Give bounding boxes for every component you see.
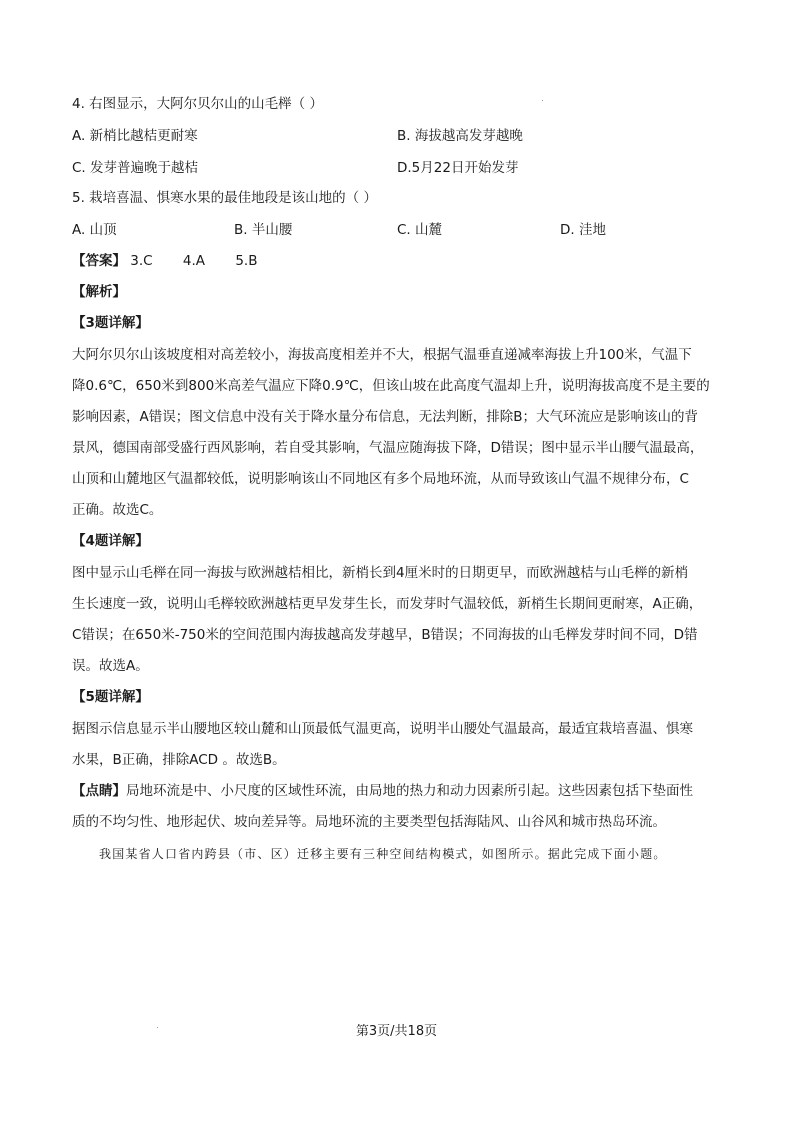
text-line: 正确。故选C。 [72, 502, 163, 518]
note-text [72, 776, 722, 838]
answer-row [72, 252, 257, 270]
analysis-label: 【解析】 [72, 284, 126, 300]
scan-speck [542, 100, 543, 101]
question-4-stem: 4. 右图显示，大阿尔贝尔山的山毛榉（ ） [72, 96, 323, 112]
text-line: 误。故选A。 [72, 658, 149, 674]
question-5-option-c: C. 山麓 [397, 222, 443, 238]
page-footer: 第3页/共18页 [355, 1024, 438, 1039]
answer-label: 【答案】 [72, 253, 126, 269]
text-line: 据图示信息显示半山腰地区较山麓和山顶最低气温更高，说明半山腰处气温最高，最适宜栽培喜温、惧寒 [72, 721, 693, 737]
question-4-option-b: B. 海拔越高发芽越晚 [397, 128, 523, 144]
text-line: 图中显示山毛榉在同一海拔与欧洲越桔相比，新梢长到4厘米时的日期更早，而欧洲越桔与山毛榉的新梢 [72, 565, 689, 581]
q4-detail-text [72, 558, 722, 682]
q5-detail-text [72, 714, 722, 776]
text-line: 生长速度一致，说明山毛榉较欧洲越桔更早发芽生长，而发芽时气温较低，新梢生长期间更耐寒，A正确， [72, 596, 703, 612]
text-line: C错误；在650米-750米的空间范围内海拔越高发芽越早，B错误；不同海拔的山毛榉发芽时间不同，D错 [72, 627, 698, 643]
answer-item: 3.C [130, 253, 153, 269]
text-line: 降0.6℃，650米到800米高差气温应下降0.9℃，但该山坡在此高度气温却上升，说明海拔高度不是主要的 [72, 378, 710, 394]
text-line: 质的不均匀性、地形起伏、坡向差异等。局地环流的主要类型包括海陆风、山谷风和城市热岛环流。 [72, 814, 666, 830]
question-5-stem: 5. 栽培喜温、惧寒水果的最佳地段是该山地的（ ） [72, 190, 377, 206]
scan-speck [157, 1027, 158, 1028]
text-line: 大阿尔贝尔山该坡度相对高差较小，海拔高度相差并不大，根据气温垂直递减率海拔上升100米，气温下 [72, 347, 692, 363]
text-line: 山顶和山麓地区气温都较低，说明影响该山不同地区有多个局地环流，从而导致该山气温不规律分布，C [72, 471, 689, 487]
q3-detail-label: 【3题详解】 [72, 315, 149, 331]
question-5-option-b: B. 半山腰 [234, 222, 293, 238]
answer-item: 4.A [182, 253, 206, 269]
note-label: 【点睛】 [72, 783, 126, 799]
question-4-option-c: C. 发芽普遍晚于越桔 [72, 160, 199, 176]
note-line: 局地环流是中、小尺度的区域性环流，由局地的热力和动力因素所引起。这些因素包括下垫面性 [126, 783, 693, 799]
q5-detail-label: 【5题详解】 [72, 689, 149, 705]
question-4-option-d: D.5月22日开始发芽 [397, 160, 519, 176]
text-line: 景风，德国南部受盛行西风影响，若自受其影响，气温应随海拔下降，D错误；图中显示半山腰气温最高， [72, 440, 704, 456]
question-4-option-a: A. 新梢比越桔更耐寒 [72, 128, 198, 144]
question-5-option-d: D. 洼地 [560, 222, 606, 238]
q4-detail-label: 【4题详解】 [72, 533, 149, 549]
text-line: 影响因素，A错误；图文信息中没有关于降水量分布信息，无法判断，排除B；大气环流应是影响该山的背 [72, 409, 698, 425]
text-line [72, 776, 722, 807]
q3-detail-text [72, 340, 722, 526]
question-5-option-a: A. 山顶 [72, 222, 117, 238]
answer-item: 5.B [235, 253, 258, 269]
section-intro: 我国某省人口省内跨县（市、区）迁移主要有三种空间结构模式，如图所示。据此完成下面小题。 [99, 847, 667, 861]
text-line: 水果，B正确，排除ACD 。故选B。 [72, 752, 286, 768]
